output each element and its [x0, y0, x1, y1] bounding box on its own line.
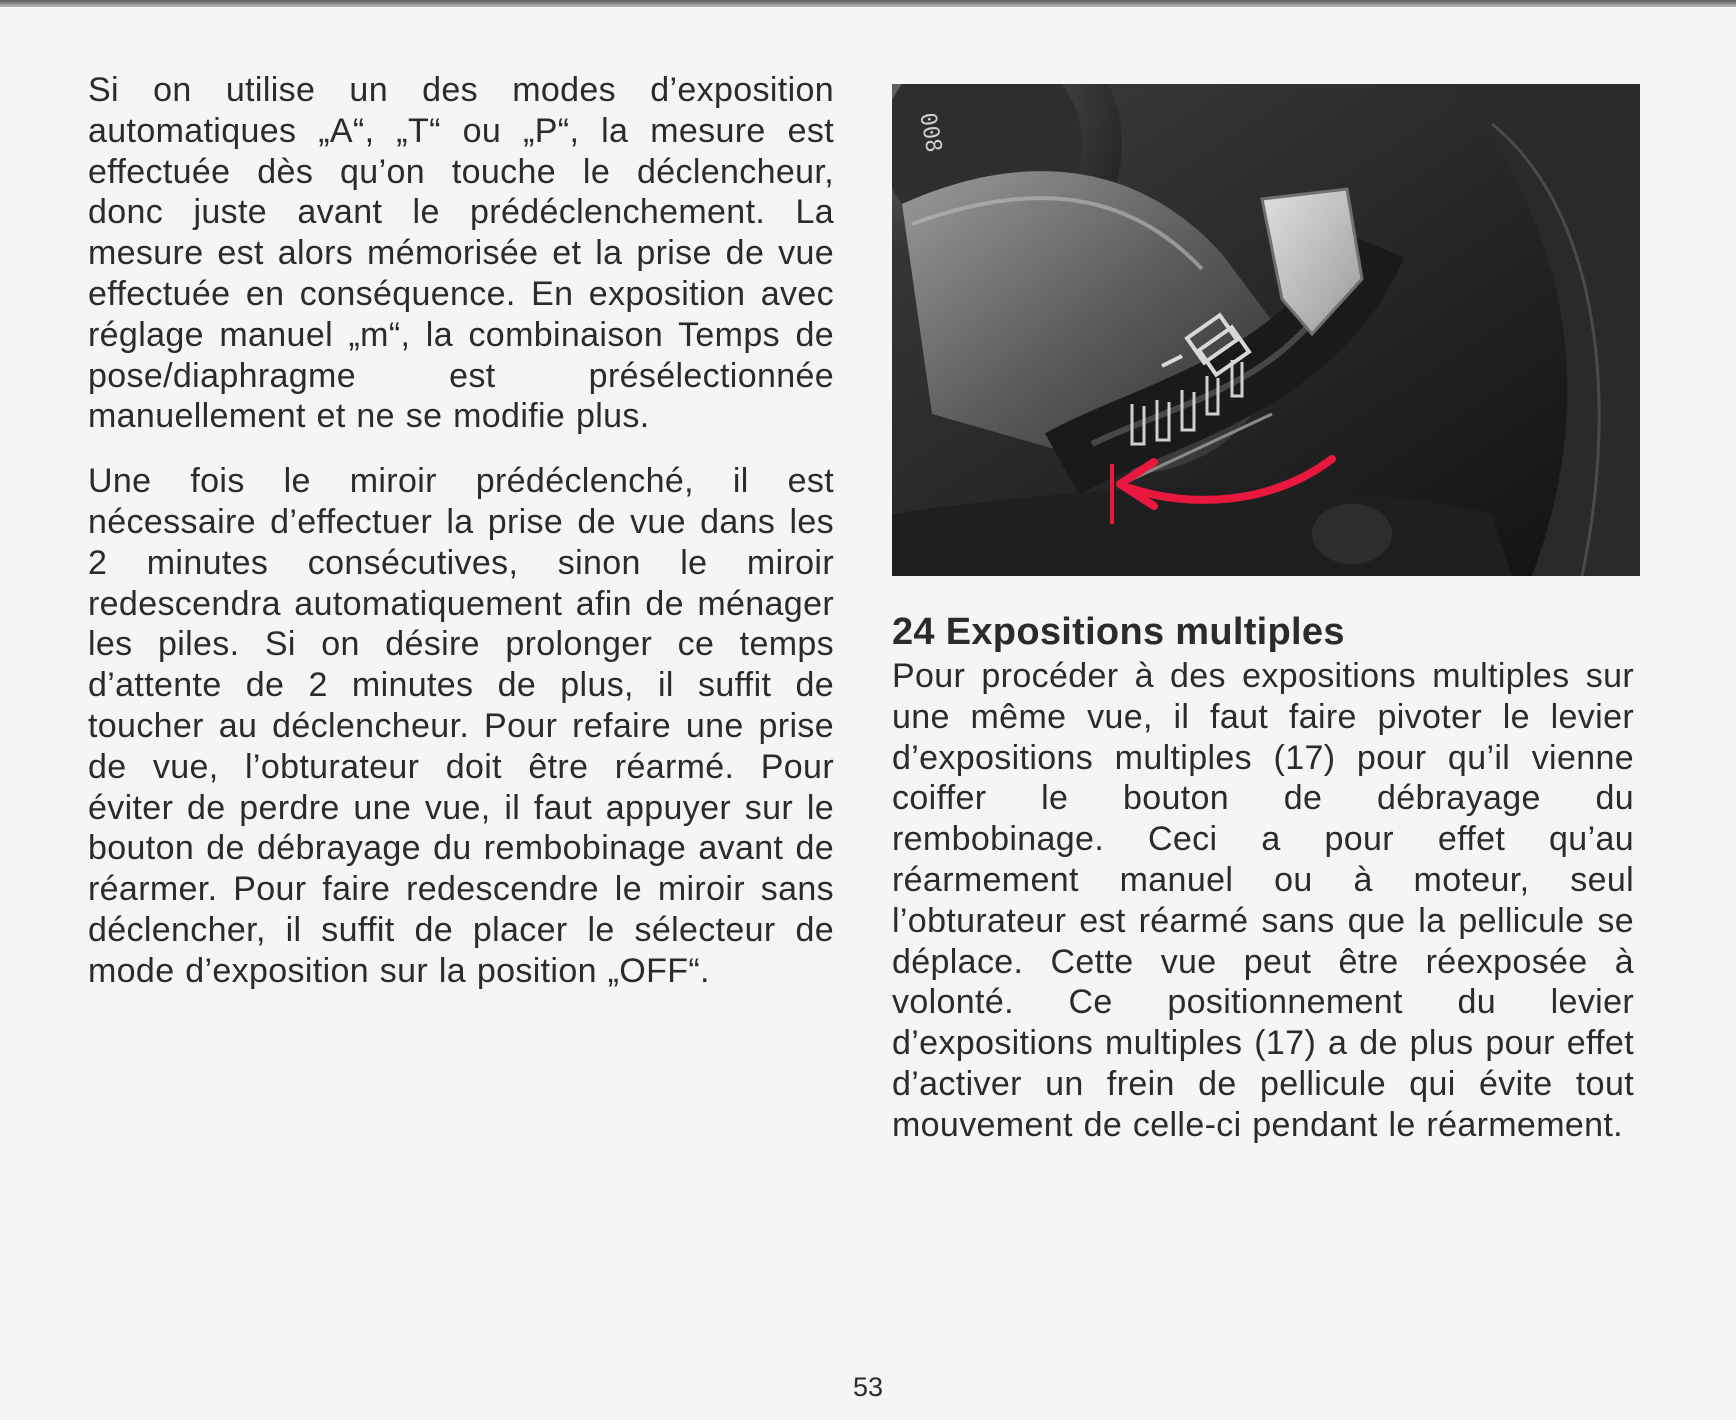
section-title: 24 Expositions multiples [892, 611, 1345, 653]
camera-photo-illustration [892, 84, 1640, 576]
multiple-exposure-lever-photo [892, 84, 1640, 576]
right-column [892, 610, 1634, 1170]
page-number: 53 [852, 1372, 884, 1402]
paragraph-metering: Si on utilise un des modes d’exposition automatiques „A“, „T“ ou „P“, la mesure est effectuée dès qu’on touche le déclencheur, donc juste avant le prédéclenchement. La mesure est alors mémorisée et la prise de vue effectuée en conséquence. En exposition avec réglage manuel „m“, la combinaison Temps de pose/diaphragme est présélectionnée manuellement et ne se modifie plus. [88, 71, 834, 436]
paragraph-multiple-exposures: Pour procéder à des expositions multiples sur une même vue, il faut faire pivoter le levier d’expositions multiples (17) pour qu’il vienne coiffer le bouton de débrayage du rembobinage. Ceci a pour effet qu’au réarmement manuel ou à moteur, seul l’obturateur est réarmé sans que la pellicule se déplace. Cette vue peut être réexposée à volonté. Ce positionnement du levier d’expositions multiples (17) a de plus pour effet d’activer un frein de pellicule qui évite tout mouvement de celle-ci pendant le réarmement. [892, 657, 1634, 1144]
svg-text:008: 008 [914, 110, 946, 155]
paragraph-mirror: Une fois le miroir prédéclenché, il est nécessaire d’effectuer la prise de vue dans les 2 minutes consécutives, sinon le miroir redescendra automatiquement afin de ménager les piles. Si on désire prolonger ce temps d’attente de 2 minutes de plus, il suffit de toucher au déclencheur. Pour refaire une prise de vue, l’obturateur doit être réarmé. Pour éviter de perdre une vue, il faut appuyer sur le bouton de débrayage du rembobinage avant de réarmer. Pour faire redescendre le miroir sans déclencher, il suffit de placer le sélecteur de mode d’exposition sur la position „OFF“. [88, 462, 834, 990]
left-column [88, 70, 834, 1016]
